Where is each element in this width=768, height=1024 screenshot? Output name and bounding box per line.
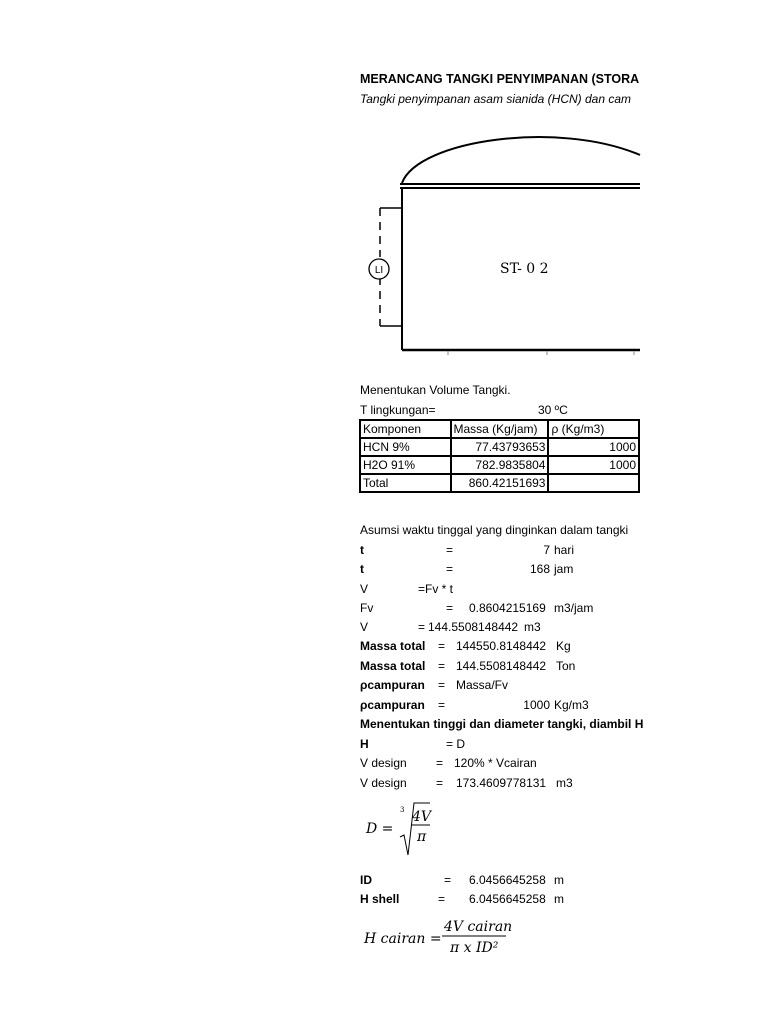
- calc-unit: m3: [524, 620, 541, 634]
- calc-value: 144.5508148442: [428, 620, 519, 634]
- formula-lhs: H cairan =: [364, 931, 442, 947]
- spreadsheet-page: [358, 0, 644, 1024]
- formula-denominator: π x ID²: [450, 940, 499, 956]
- calc-key: Massa total: [360, 659, 426, 673]
- calc-key: H: [360, 737, 369, 751]
- calc-eq: =: [436, 776, 444, 790]
- calc-eq: =: [438, 639, 446, 653]
- component-table: [359, 419, 640, 493]
- calc-key: V design: [360, 776, 407, 790]
- calc-unit: jam: [554, 562, 574, 576]
- calc-eq: =: [438, 678, 446, 692]
- formula-denominator: π: [417, 829, 427, 845]
- tank-roof: [402, 137, 640, 183]
- calc-eq: =Fv * t: [418, 582, 454, 596]
- calc-key: t: [360, 543, 364, 557]
- table-cell: HCN 9%: [360, 438, 451, 456]
- diameter-formula: [364, 800, 454, 860]
- section-height: Menentukan tinggi dan diameter tangki, diambil H: [360, 717, 644, 731]
- page-title: MERANCANG TANGKI PENYIMPANAN (STORA: [360, 72, 640, 86]
- t-lingkungan-label: T lingkungan=: [360, 403, 436, 417]
- calc-key: ρcampuran: [360, 698, 425, 712]
- assumption-text: Asumsi waktu tinggal yang dinginkan dalam tangki: [360, 523, 629, 537]
- level-indicator-label: LI: [374, 265, 384, 276]
- calc-eq: =: [446, 601, 454, 615]
- calc-eq: =: [418, 620, 426, 634]
- table-header-row: [360, 420, 639, 438]
- calc-key: ρcampuran: [360, 678, 425, 692]
- h-cairan-formula: [364, 918, 564, 958]
- calc-key: V: [360, 582, 369, 596]
- calc-value: 1000: [523, 698, 550, 712]
- calc-eq: =: [438, 659, 446, 673]
- calc-unit: hari: [554, 543, 575, 557]
- calc-key: V: [360, 620, 369, 634]
- calc-value: 173.4609778131: [456, 776, 547, 790]
- calc-value: Massa/Fv: [456, 678, 509, 692]
- table-row: [360, 456, 639, 474]
- calc-key: Fv: [360, 601, 374, 615]
- table-cell: 1000: [548, 456, 639, 474]
- calc-unit: m3: [556, 776, 573, 790]
- calc-key: H shell: [360, 892, 400, 906]
- table-header: ρ (Kg/m3): [548, 420, 639, 438]
- calc-value: 144.5508148442: [456, 659, 547, 673]
- calc-unit: m: [554, 892, 564, 906]
- calc-value: 120% * Vcairan: [454, 756, 537, 770]
- calc-value: 6.0456645258: [469, 873, 546, 887]
- table-header: Komponen: [360, 420, 451, 438]
- section-volume: Menentukan Volume Tangki.: [360, 383, 511, 397]
- table-row: [360, 438, 639, 456]
- calc-eq: =: [438, 698, 446, 712]
- calc-unit: m3/jam: [554, 601, 594, 615]
- calc-eq: =: [438, 892, 446, 906]
- calc-unit: Kg/m3: [554, 698, 589, 712]
- calc-eq: =: [446, 562, 454, 576]
- calc-value: 7: [543, 543, 550, 557]
- h-cairan-formula-clip: [364, 918, 564, 956]
- table-header: Massa (Kg/jam): [451, 420, 549, 438]
- calc-key: ID: [360, 873, 372, 887]
- formula-numerator: 4V cairan: [444, 919, 513, 935]
- calc-key: t: [360, 562, 364, 576]
- calc-value: 0.8604215169: [469, 601, 546, 615]
- table-cell: 782.9835804: [451, 456, 549, 474]
- table-cell: 1000: [548, 438, 639, 456]
- table-cell: 77.43793653: [451, 438, 549, 456]
- calc-value: 144550.8148442: [456, 639, 547, 653]
- table-cell: 860.42151693: [451, 474, 549, 492]
- calc-eq: =: [446, 543, 454, 557]
- root-index: 3: [400, 806, 405, 814]
- tank-label: ST- 0 2: [500, 261, 549, 277]
- calc-value: 6.0456645258: [469, 892, 546, 906]
- calc-eq: =: [444, 873, 452, 887]
- table-row: [360, 474, 639, 492]
- calc-unit: m: [554, 873, 564, 887]
- t-lingkungan-value: 30 ºC: [538, 403, 568, 417]
- tank-diagram: [358, 125, 640, 360]
- table-cell: H2O 91%: [360, 456, 451, 474]
- calc-value: 168: [529, 562, 550, 576]
- calc-key: V design: [360, 756, 407, 770]
- formula-lhs: D =: [366, 821, 394, 837]
- table-cell: [548, 474, 639, 492]
- calc-eq: =: [436, 756, 444, 770]
- calc-unit: Ton: [556, 659, 576, 673]
- page-subtitle: Tangki penyimpanan asam sianida (HCN) dan cam: [360, 92, 632, 106]
- formula-numerator: 4V: [412, 809, 432, 825]
- calc-unit: Kg: [556, 639, 571, 653]
- calc-eq: = D: [446, 737, 466, 751]
- table-cell: Total: [360, 474, 451, 492]
- calc-key: Massa total: [360, 639, 426, 653]
